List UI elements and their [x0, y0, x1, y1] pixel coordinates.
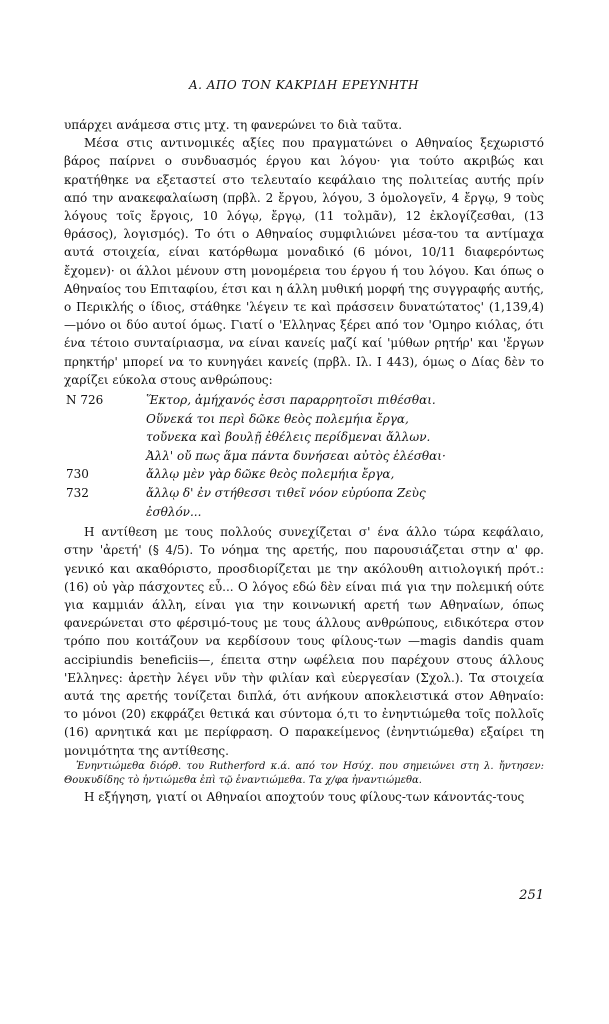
verse-number: [64, 428, 146, 447]
verse-text: Ἀλλ' οὔ πως ἅμα πάντα δυνήσεαι αὐτὸς ἑλέσθαι·: [146, 448, 446, 463]
paragraph-4: Η εξήγηση, γιατί οι Αθηναίοι αποχτούν τους φίλους-των κάνοντάς-τους: [84, 789, 525, 804]
verse-text: τοὔνεκα καὶ βουλῇ ἐθέλεις περίδμεναι ἄλλων.: [146, 430, 431, 445]
verse-line: [64, 447, 544, 466]
verse-text: Ἕκτορ, ἀμήχανός ἐσσι παραρρητοῖσι πιθέσθαι.: [146, 393, 436, 408]
verse-number: [64, 447, 146, 466]
verse-line: [64, 410, 544, 429]
verse-text: Οὕνεκά τοι περὶ δῶκε θεὸς πολεμήια ἔργα,: [146, 411, 409, 426]
verse-text: ἄλλῳ δ' ἐν στήθεσσι τιθεῖ νόον εὐρύοπα Ζεὺς: [146, 486, 426, 501]
page-number: 251: [519, 888, 544, 903]
verse-line: [64, 465, 544, 484]
verse-line: [64, 503, 544, 522]
verse-text: ἐσθλόν...: [146, 504, 202, 519]
verse-text: ἄλλῳ μὲν γὰρ δῶκε θεὸς πολεμήια ἔργα,: [146, 467, 395, 482]
verse-number: 730: [66, 467, 89, 482]
paragraph-1: υπάρχει ανάμεσα στις μτχ. τη φανερώνει το διὰ ταῦτα.: [64, 118, 403, 132]
verse-number: [64, 503, 146, 522]
verse-line: [64, 391, 544, 410]
verse-number: [64, 410, 146, 429]
verse-quotation: [64, 391, 544, 521]
running-head: Α. ΑΠΟ ΤΟΝ ΚΑΚΡΙΔΗ ΕΡΕΥΝΗΤΗ: [188, 78, 420, 92]
verse-number: N 726: [66, 393, 104, 408]
body-text: [64, 116, 544, 806]
verse-number: 732: [66, 486, 89, 501]
verse-line: [64, 484, 544, 503]
paragraph-2: Μέσα στις αντινομικές αξίες που πραγματώνει ο Αθηναίος ξεχωριστό βάρος παίρνει ο συνδυασμός έργου και λόγου· για τούτο ακριβώς και κρατήθηκε να εξεταστεί στο τελευταίο κεφάλαιο της πολιτείας αυτής πρίν από την ανακεφαλαίωση (πρβλ. 2 ἔργου, λόγου, 3 ὁμολογεῖν, 4 ἔργῳ, 9 τοὺς λόγους τοῖς ἔργοις, 10 λόγῳ, ἔργῳ, (11 τολμᾶν), 12 ἐκλογίζεσθαι, (13 θράσος), λογισμός). Το ότι ο Αθηναίος συμφιλιώνει μέσα-του τα αντίμαχα αυτά στοιχεία, είναι κατόρθωμα μοναδικό (6 μόνοι, 10/11 διαφερόντως ἔχομεν)· οι άλλοι μένουν στη μονομέρεια του έργου ή του λόγου. Και όπως ο Αθηναίος του Επιταφίου, έτσι και η άλλη μυθική μορφή της συγγραφής αυτής, ο Περικλής ο ίδιος, στάθηκε 'λέγειν τε καὶ πράσσειν δυνατώτατος' (1,139,4) —μόνο οι δύο αυτοί όμως. Γιατί ο 'Ελληνας ξέρει από τον 'Ομηρο κιόλας, ότι ένα τέτοιο συνταίριασμα, να είναι κανείς μαζί καί 'μύθων ρητήρ' και 'ἔργων πρηκτήρ' μπορεί να το κυνηγάει κανείς (πρβλ. Ιλ. I 443), όμως ο Δίας δὲν το χαρίζει εύκολα στους ανθρώπους:: [64, 136, 544, 387]
footnote: Ἐνηντιώμεθα διόρθ. του Rutherford κ.ά. από τον Ησύχ. που σημειώνει στη λ. ἤντησεν: Θουκυδίδης τὸ ἠντιώμεθα ἐπὶ τῷ ἐναντιώμεθα. Τα χ/φα ἠναντιώμεθα.: [64, 760, 544, 786]
verse-line: [64, 428, 544, 447]
paragraph-3: Η αντίθεση με τους πολλούς συνεχίζεται σ' ένα άλλο τώρα κεφάλαιο, στην 'ἀρετή' (§ 4/5). Το νόημα της αρετής, που παρουσιάζεται στην α' φρ. γενικό και ακαθόριστο, προσδιορίζεται με την ακόλουθη αιτιολογική πρότ.: (16) οὐ γὰρ πάσχοντες εὖ... Ο λόγος εδώ δὲν είναι πιά για την πολεμική ούτε για καμμιάν άλλη, είναι για την κοινωνική αρετή των Αθηναίων, όπως φανερώνεται στο φέρσιμό-τους με τους άλλους ανθρώπους, ειδικότερα στον τρόπο που κοιτάζουν να κερδίσουν τους φίλους-των —magis dandis quam accipiundis beneficiis—, έπειτα στην ωφέλεια που παρέχουν στους άλλους 'Ελληνες: ἀρετὴν λέγει νῦν τὴν φιλίαν καὶ εὐεργεσίαν (Σχολ.). Τα στοιχεία αυτά της αρετής τονίζεται διπλά, ότι ανήκουν αποκλειστικά στον Αθηναίο: το μόνοι (20) εκφράζει θετικά και σύντομα ό,τι το ἐνηντιώμεθα τοῖς πολλοῖς (16) αρνητικά και με περίφραση. Ο παρακείμενος (ἐνηντιώμεθα) εξαίρει τη μονιμότητα της αντίθεσης.: [64, 525, 544, 758]
